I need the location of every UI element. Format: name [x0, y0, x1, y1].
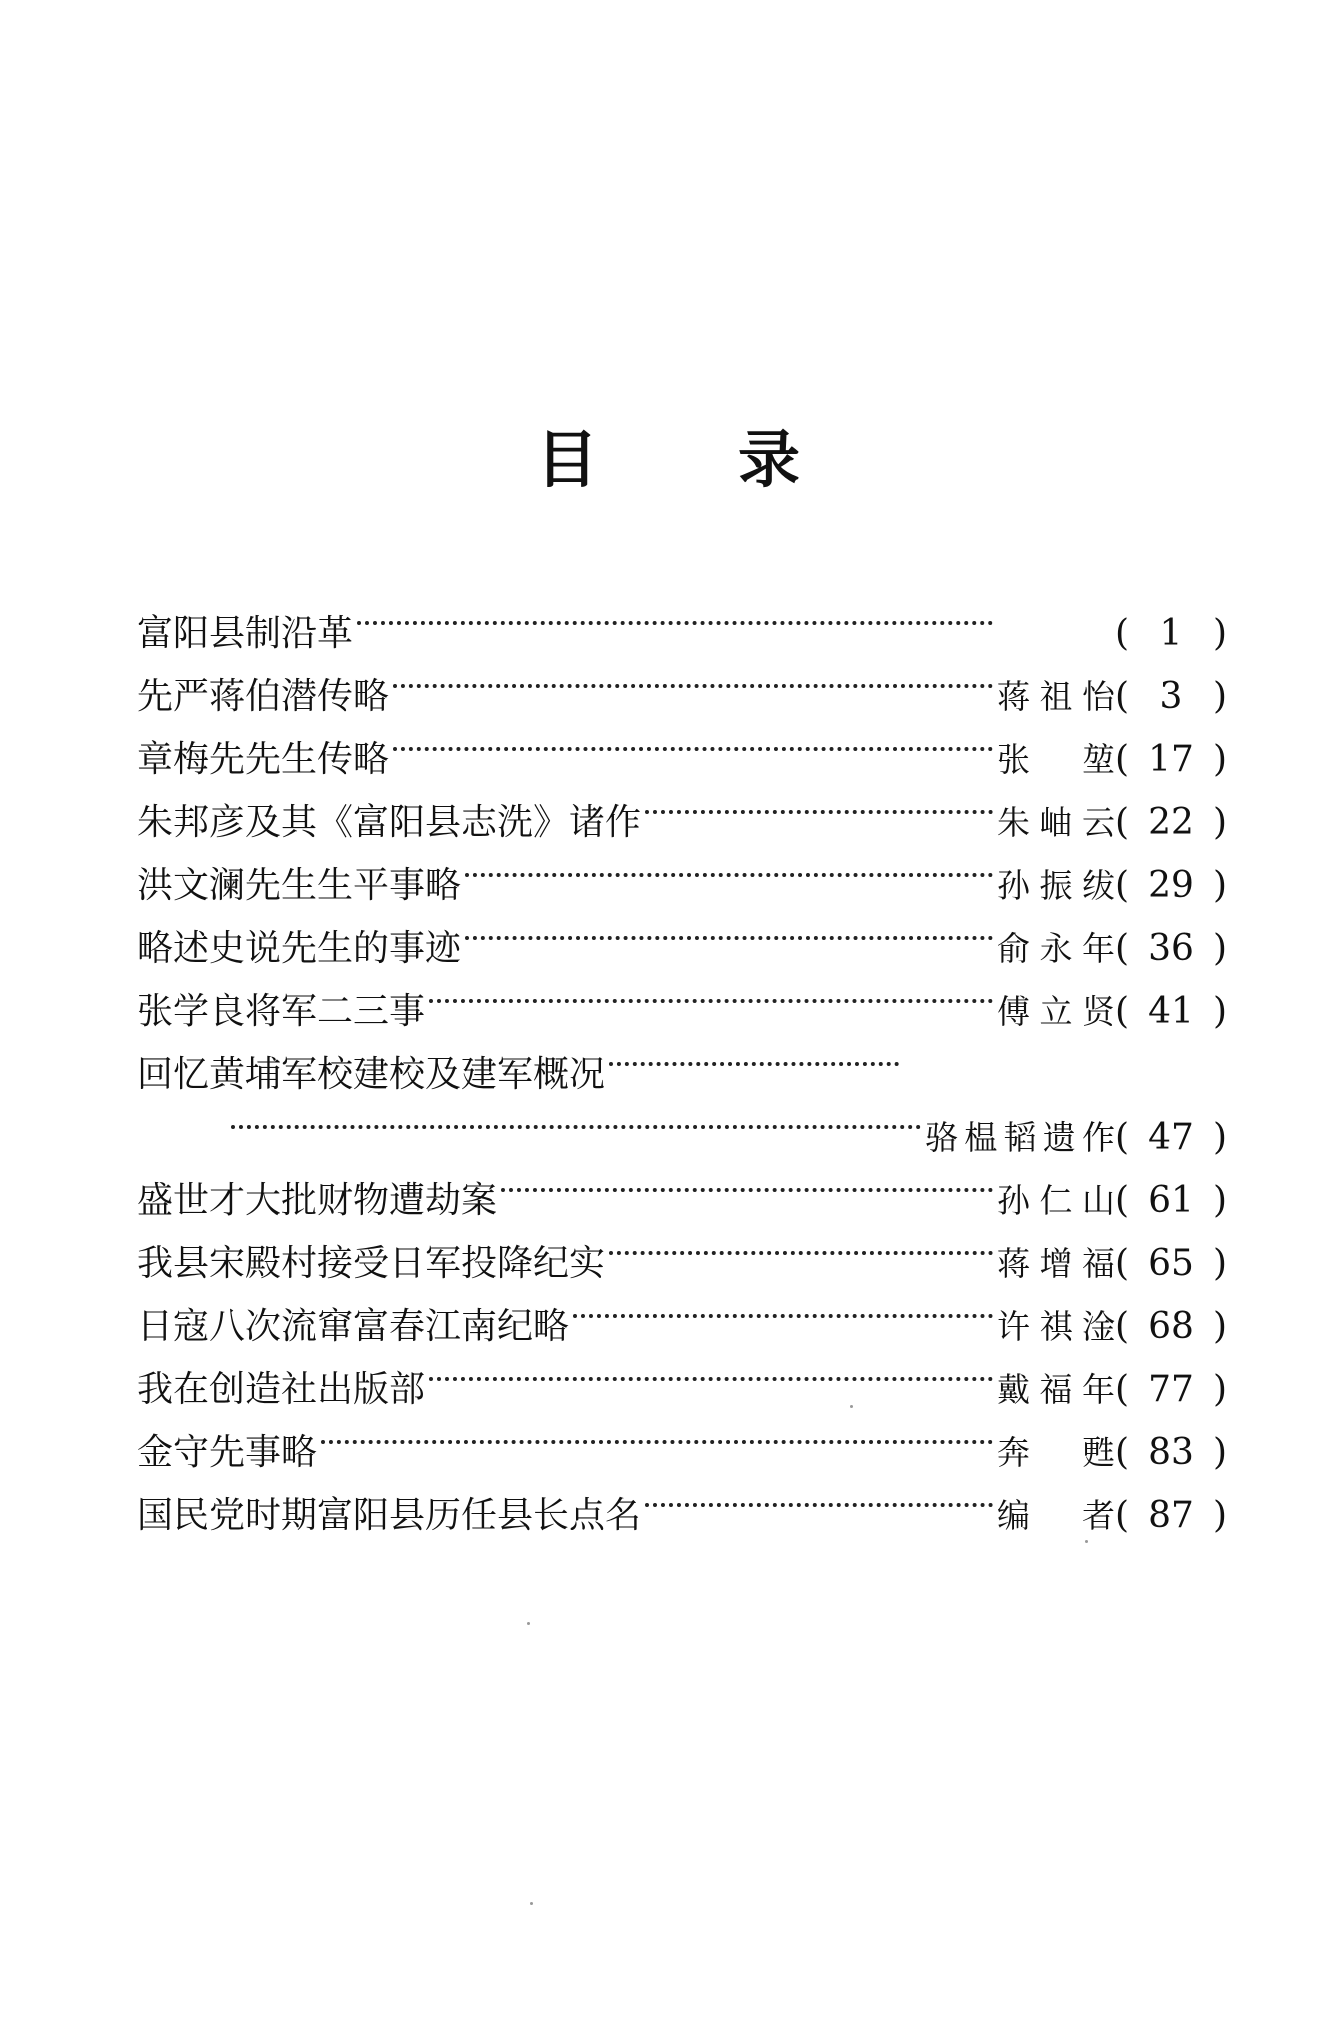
dot-leader: [429, 960, 993, 1023]
open-bracket: (: [1115, 991, 1130, 1032]
entry-author: 许祺淦: [997, 1307, 1115, 1346]
entry-page-ref: [1115, 1295, 1227, 1358]
open-bracket: (: [1115, 739, 1130, 780]
dot-leader: [429, 1338, 993, 1401]
dot-leader: [393, 708, 993, 771]
entry-page-ref: [1115, 1484, 1227, 1547]
entry-author: 俞永年: [997, 929, 1115, 968]
scan-speck: [1085, 1540, 1088, 1543]
entry-title: 略述史说先生的事迹: [137, 928, 462, 969]
open-bracket: (: [1115, 1306, 1130, 1347]
close-bracket: ): [1212, 928, 1227, 969]
close-bracket: ): [1212, 1432, 1227, 1473]
entry-page: 87: [1148, 1495, 1194, 1536]
close-bracket: ): [1212, 865, 1227, 906]
entry-page: 3: [1159, 676, 1183, 717]
entry-title: 章梅先先生传略: [137, 739, 390, 780]
dot-leader: [321, 1401, 993, 1464]
entry-title: 日寇八次流窜富春江南纪略: [137, 1306, 570, 1347]
open-bracket: (: [1115, 1369, 1130, 1410]
entry-author: 朱岫云: [997, 803, 1115, 842]
open-bracket: (: [1115, 865, 1130, 906]
close-bracket: ): [1212, 1117, 1227, 1158]
open-bracket: (: [1115, 1180, 1130, 1221]
entry-title: 朱邦彦及其《富阳县志洗》诸作: [137, 802, 642, 843]
title-char-2: 录: [738, 423, 801, 496]
entry-page: 68: [1148, 1306, 1194, 1347]
entry-page: 22: [1148, 802, 1194, 843]
entry-page: 77: [1148, 1369, 1194, 1410]
entry-page: 83: [1148, 1432, 1194, 1473]
entry-page: 36: [1148, 928, 1194, 969]
entry-title: 盛世才大批财物遭劫案: [137, 1180, 498, 1221]
entry-title: 先严蒋伯潜传略: [137, 676, 390, 717]
toc-entry-split-continuation[interactable]: [137, 1086, 1227, 1158]
entry-page: 47: [1148, 1117, 1194, 1158]
entry-title: 国民党时期富阳县历任县长点名: [137, 1495, 642, 1536]
toc-entry[interactable]: [137, 582, 1227, 654]
dot-leader: [609, 1023, 899, 1086]
entry-page-ref: [1115, 1169, 1227, 1232]
open-bracket: (: [1115, 928, 1130, 969]
scan-speck: [850, 1405, 853, 1408]
entry-page-ref: [1115, 1358, 1227, 1421]
dot-leader: [645, 1464, 993, 1527]
entry-title: 洪文澜先生生平事略: [137, 865, 462, 906]
entry-page-ref: [1115, 728, 1227, 791]
entry-author: 奔 甦: [997, 1433, 1115, 1472]
entry-title: 我在创造社出版部: [137, 1369, 426, 1410]
entry-author: 孙振绂: [997, 866, 1115, 905]
dot-leader: [465, 897, 993, 960]
entry-title: 回忆黄埔军校建校及建军概况: [137, 1054, 606, 1095]
entry-page-ref: [1115, 602, 1227, 665]
dot-leader: [609, 1212, 993, 1275]
entry-author: 蒋增福: [997, 1244, 1115, 1283]
open-bracket: (: [1115, 1432, 1130, 1473]
close-bracket: ): [1212, 1180, 1227, 1221]
close-bracket: ): [1212, 676, 1227, 717]
table-of-contents: [137, 582, 1227, 1536]
dot-leader: [645, 771, 993, 834]
entry-author: 蒋祖怡: [997, 677, 1115, 716]
open-bracket: (: [1115, 802, 1130, 843]
entry-page-ref: [1115, 980, 1227, 1043]
open-bracket: (: [1115, 1243, 1130, 1284]
close-bracket: ): [1212, 1495, 1227, 1536]
scan-speck: [530, 1902, 533, 1905]
entry-page: 29: [1148, 865, 1194, 906]
page-title: [0, 410, 1336, 499]
entry-page-ref: [1115, 1421, 1227, 1484]
entry-page-ref: [1115, 854, 1227, 917]
entry-title: 张学良将军二三事: [137, 991, 426, 1032]
close-bracket: ): [1212, 613, 1227, 654]
dot-leader: [231, 1086, 921, 1149]
entry-author: 骆榅韬遗作: [925, 1118, 1115, 1157]
entry-page-ref: [1115, 1106, 1227, 1169]
open-bracket: (: [1115, 1495, 1130, 1536]
entry-author: 编 者: [997, 1496, 1115, 1535]
open-bracket: (: [1115, 613, 1130, 654]
entry-title: 金守先事略: [137, 1432, 318, 1473]
entry-page: 41: [1148, 991, 1194, 1032]
entry-page-ref: [1115, 665, 1227, 728]
dot-leader: [501, 1149, 993, 1212]
entry-author: 孙仁山: [997, 1181, 1115, 1220]
entry-author: 张 堃: [997, 740, 1115, 779]
close-bracket: ): [1212, 1369, 1227, 1410]
entry-title: 我县宋殿村接受日军投降纪实: [137, 1243, 606, 1284]
dot-leader: [357, 582, 993, 645]
scan-speck: [527, 1622, 530, 1625]
dot-leader: [465, 834, 993, 897]
title-char-1: 目: [535, 423, 598, 496]
entry-page-ref: [1115, 917, 1227, 980]
entry-title: 富阳县制沿革: [137, 613, 354, 654]
close-bracket: ): [1212, 739, 1227, 780]
entry-author: 傅立贤: [997, 992, 1115, 1031]
entry-page: 65: [1148, 1243, 1194, 1284]
entry-page-ref: [1115, 1232, 1227, 1295]
dot-leader: [573, 1275, 993, 1338]
entry-page: 61: [1148, 1180, 1194, 1221]
open-bracket: (: [1115, 676, 1130, 717]
open-bracket: (: [1115, 1117, 1130, 1158]
entry-page-ref: [1115, 791, 1227, 854]
entry-page: 1: [1159, 613, 1183, 654]
entry-page: 17: [1148, 739, 1194, 780]
dot-leader: [393, 645, 993, 708]
close-bracket: ): [1212, 1243, 1227, 1284]
entry-author: 戴福年: [997, 1370, 1115, 1409]
close-bracket: ): [1212, 802, 1227, 843]
close-bracket: ): [1212, 1306, 1227, 1347]
close-bracket: ): [1212, 991, 1227, 1032]
